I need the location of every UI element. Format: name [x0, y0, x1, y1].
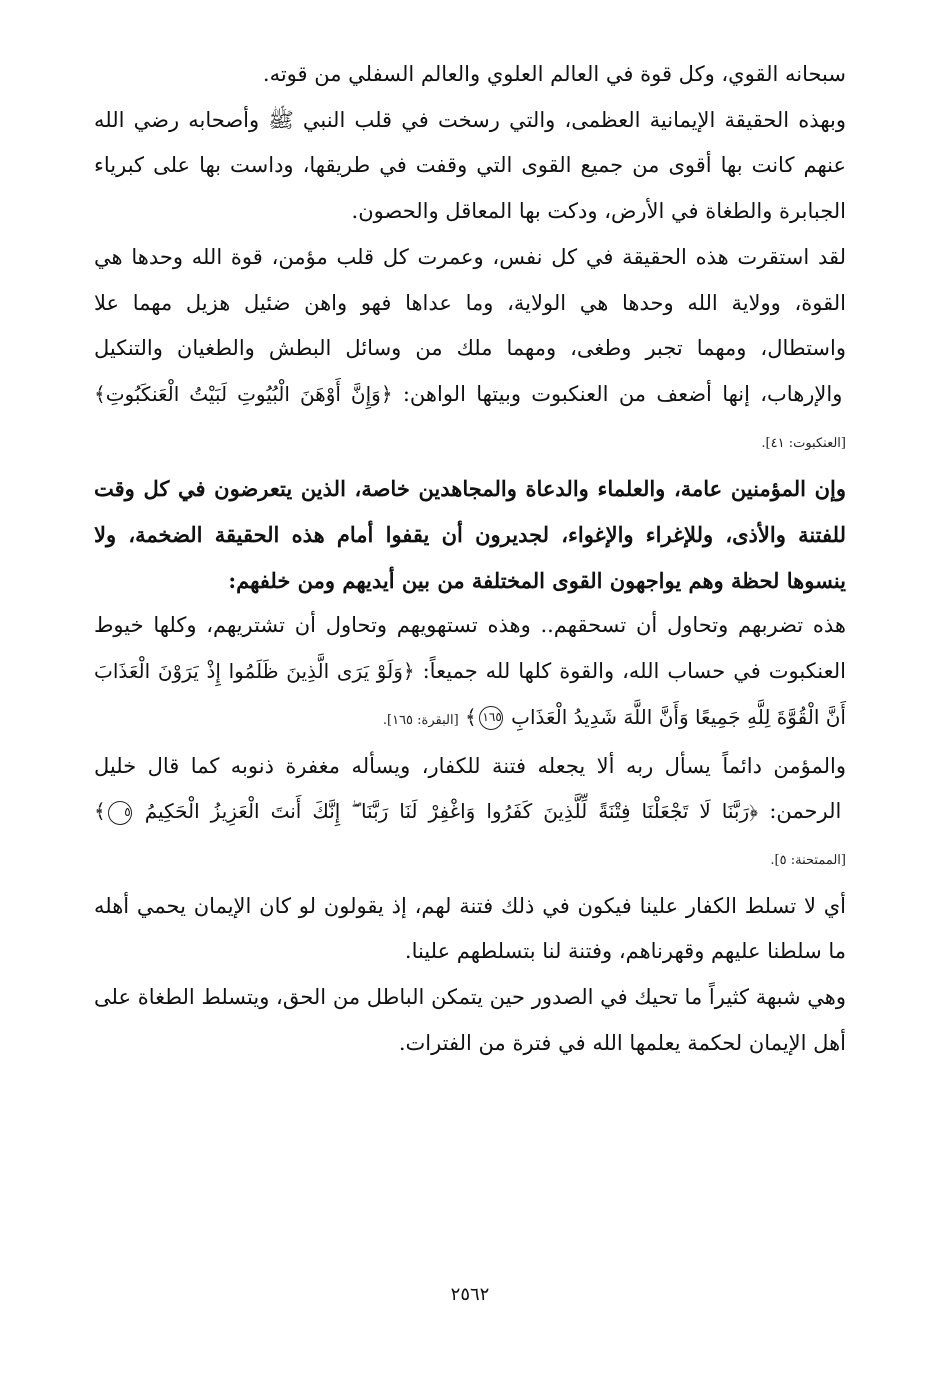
paragraph-7 [94, 884, 846, 975]
ayah-close-bracket: ﴾ [94, 799, 106, 824]
ayah-open-bracket: ﴿ [402, 659, 415, 684]
ayah-open-bracket: ﴿ [380, 381, 393, 406]
paragraph-8 [94, 975, 846, 1066]
page-number: ٢٥٦٢ [450, 1284, 490, 1305]
paragraph-5 [94, 603, 846, 743]
paragraph-6 [94, 744, 846, 884]
verse-number-badge: ١٦٥ [479, 706, 503, 730]
paragraph-3 [94, 235, 846, 467]
quran-verse [94, 799, 758, 823]
verse-reference: [العنكبوت: ٤١]. [761, 435, 846, 451]
verse-number-badge: ٥ [108, 801, 132, 825]
ayah-open-bracket: ﴿ [749, 799, 759, 824]
paragraph-text: أي لا تسلط الكفار علينا فيكون في ذلك فتنة لهم، إذ يقولون لو كان الإيمان يحمي أهله ما سلطنا عليهم وقهرناهم، وفتنة لنا بتسلطهم علينا. [94, 893, 846, 964]
paragraph-text: وهي شبهة كثيراً ما تحيك في الصدور حين يتمكن الباطل من الحق، ويتسلط الطغاة على أهل الإيمان لحكمة يعلمها الله في فترة من الفترات. [94, 985, 846, 1055]
quran-verse [94, 382, 393, 406]
paragraph-text: وإن المؤمنين عامة، والعلماء والدعاة والمجاهدين خاصة، الذين يتعرضون في كل وقت للفتنة والأذى، وللإغراء والإغواء، لجديرون أن يقفوا أمام هذه الحقيقة الضخمة، ولا ينسوها لحظة وهم يواجهون القوى المختلفة من بين أيديهم ومن خلفهم: [94, 476, 846, 593]
ayah-text: وَإِنَّ أَوْهَنَ الْبُيُوتِ لَبَيْتُ الْعَنكَبُوتِ [105, 381, 381, 406]
ayah-text: وَلَوْ يَرَى الَّذِينَ ظَلَمُوا إِذْ يَرَوْنَ الْعَذَابَ أَنَّ الْقُوَّةَ لِلَّهِ جَمِيعًا وَأَنَّ اللَّهَ شَدِيدُ الْعَذَابِ [94, 659, 846, 729]
paragraph-text: وبهذه الحقيقة الإيمانية العظمى، والتي رسخت في قلب النبي ﷺ وأصحابه رضي الله عنهم كانت بها أقوى من جميع القوى التي وقفت في طريقها، وداست بها على كبرياء الجبابرة والطغاة في الأرض، ودكت بها المعاقل والحصون. [94, 107, 846, 224]
verse-reference: [الممتحنة: ٥]. [770, 852, 846, 868]
paragraph-text: هذه تضربهم وتحاول أن تسحقهم.. وهذه تستهويهم وتحاول أن تشتريهم، وكلها خيوط العنكبوت في حساب الله، والقوة كلها لله جميعاً: [94, 613, 846, 684]
ayah-close-bracket: ﴾ [94, 381, 106, 406]
paragraph-2 [94, 98, 846, 235]
paragraph-4 [94, 466, 846, 603]
paragraph-text: والمؤمن دائماً يسأل ربه ألا يجعله فتنة للكفار، ويسأله مغفرة ذنوبه كما قال خليل الرحمن: [94, 753, 846, 824]
page-body [94, 52, 846, 1066]
paragraph-text: لقد استقرت هذه الحقيقة في كل نفس، وعمرت كل قلب مؤمن، قوة الله وحدها هي القوة، وولاية الله وحدها هي الولاية، وما عداها فهو واهن ضئيل هزيل مهما علا واستطال، ومهما تجبر وطغى، ومهما ملك من وسائل البطش والطغيان والتنكيل والإرهاب، إنها أضعف من العنكبوت وبيتها الواهن: [94, 244, 846, 406]
verse-reference: [البقرة: ١٦٥]. [382, 712, 459, 728]
ayah-close-bracket: ﴾ [465, 704, 477, 729]
paragraph-text: سبحانه القوي، وكل قوة في العالم العلوي والعالم السفلي من قوته. [262, 62, 846, 86]
paragraph-1 [94, 52, 846, 98]
ayah-text: رَبَّنَا لَا تَجْعَلْنَا فِتْنَةً لِّلَّذِينَ كَفَرُوا وَاغْفِرْ لَنَا رَبَّنَا ۖ إِنَّكَ أَنتَ الْعَزِيزُ الْحَكِيمُ [144, 799, 750, 824]
